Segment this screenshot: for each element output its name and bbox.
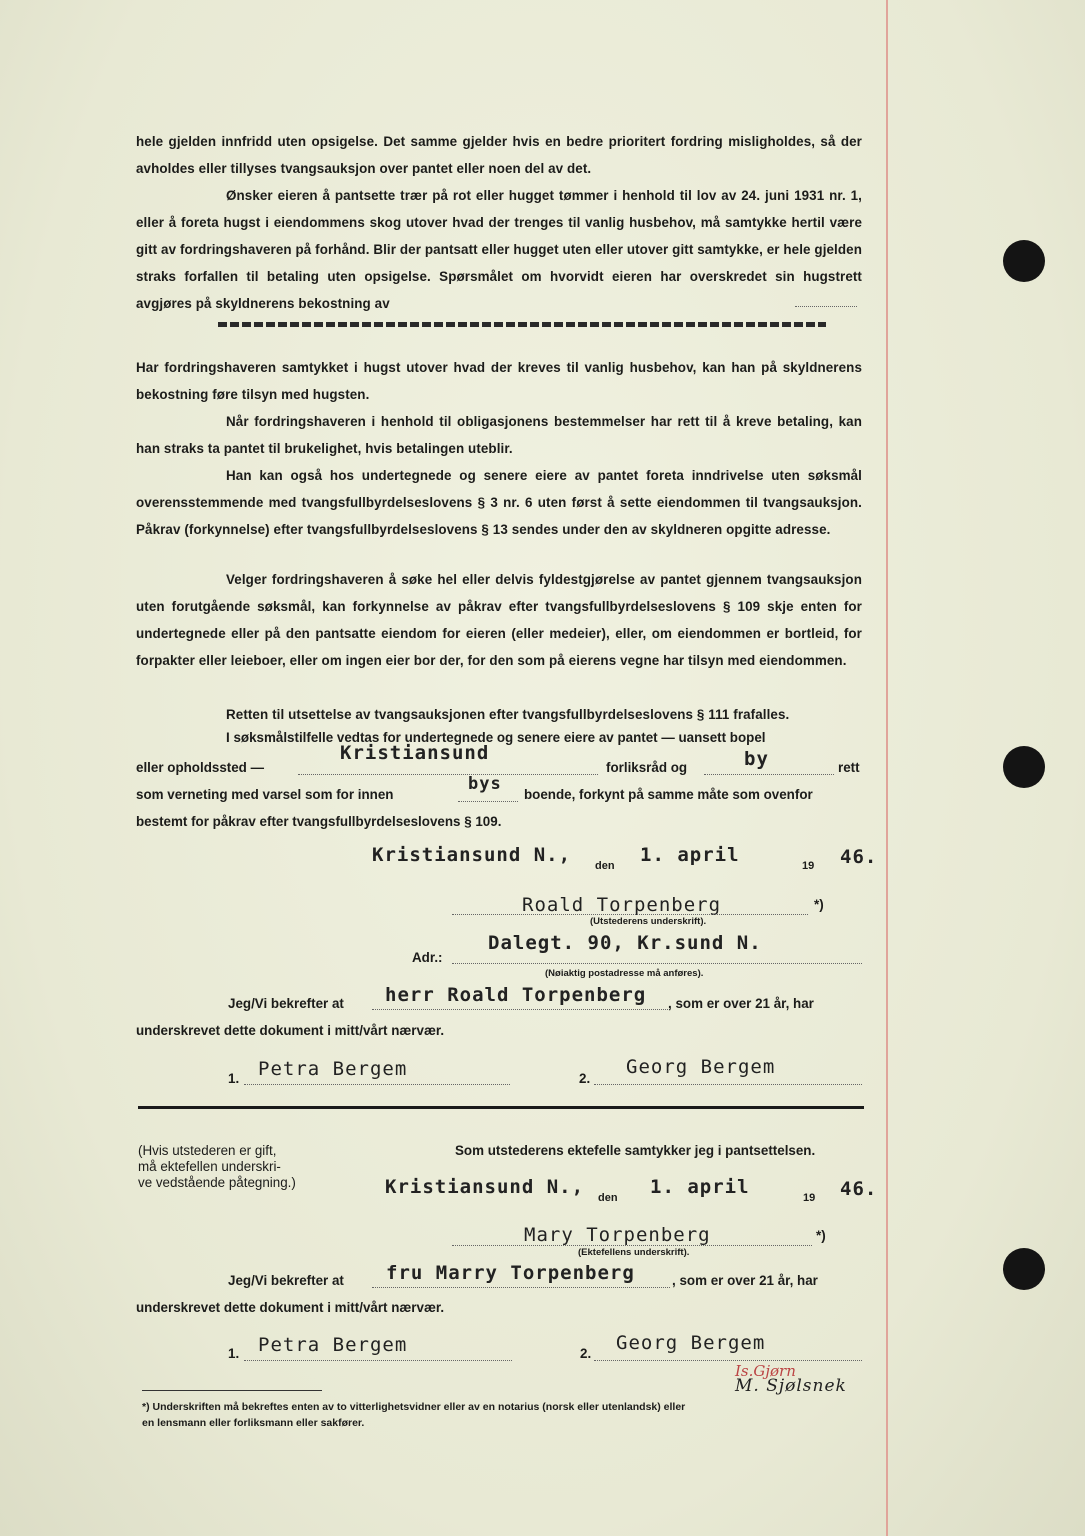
address-handwritten: Dalegt. 90, Kr.sund N. (488, 932, 762, 954)
spouse-year-handwritten: 46. (840, 1178, 878, 1200)
struck-line (218, 322, 826, 327)
footnote-rule (142, 1390, 322, 1391)
witness-2-signature: Georg Bergem (626, 1056, 776, 1078)
witness-1-number: 1. (228, 1346, 240, 1361)
witness-1-signature: Petra Bergem (258, 1058, 408, 1080)
confirm-text-c: underskrevet dette dokument i mitt/vårt nærvær. (136, 1300, 445, 1315)
spouse-note-2: må ektefellen underskri- (138, 1159, 281, 1174)
venue-line-2c: rett (838, 760, 860, 775)
spouse-note-3: ve vedstående påtegning.) (138, 1175, 296, 1190)
footnote-line-2: en lensmann eller forliksmann eller sakfører. (142, 1417, 365, 1429)
issuer-signature: Roald Torpenberg (522, 894, 722, 916)
witness-1-number: 1. (228, 1071, 240, 1086)
spouse-consent: Som utstederens ektefelle samtykker jeg i pantsettelsen. (455, 1143, 816, 1158)
signature-line (452, 914, 808, 915)
address-line (452, 963, 862, 964)
spouse-date-handwritten: 1. april (650, 1176, 750, 1198)
witness-line (244, 1360, 512, 1361)
paragraph-postponement: Retten til utsettelse av tvangsauksjonen efter tvangsfullbyrdelseslovens § 111 frafalles. (226, 707, 790, 722)
blank-line (298, 774, 598, 775)
footnote-mark: *) (816, 1228, 826, 1243)
witness-2-number: 2. (579, 1071, 591, 1086)
signature-line (452, 1245, 812, 1246)
spouse-signature: Mary Torpenberg (524, 1224, 711, 1246)
spouse-place-handwritten: Kristiansund N., (385, 1176, 585, 1198)
red-stamp: Is.Gjørn (735, 1362, 796, 1380)
venue-line-1: I søksmålstilfelle vedtas for undertegnede og senere eiere av pantet — uansett bopel (226, 730, 766, 745)
venue-line-3b: boende, forkynt på samme måte som ovenfor (524, 787, 813, 802)
address-label: Adr.: (412, 950, 443, 965)
section-divider (138, 1106, 864, 1109)
year-prefix: 19 (803, 1192, 816, 1204)
den-label: den (598, 1192, 618, 1204)
clerk-signature: M. Sjølsnek (735, 1376, 847, 1396)
handwritten-forliksrad: Kristiansund (340, 742, 490, 764)
year-handwritten: 46. (840, 846, 878, 868)
footnote-mark: *) (814, 897, 824, 912)
punch-hole (1003, 746, 1045, 788)
handwritten-innen: bys (468, 774, 502, 794)
confirm-text-c: underskrevet dette dokument i mitt/vårt nærvær. (136, 1023, 445, 1038)
handwritten-rett: by (744, 748, 769, 770)
witness-2-number: 2. (580, 1346, 592, 1361)
punch-hole (1003, 240, 1045, 282)
paragraph-auction: Velger fordringshaveren å søke hel eller delvis fyldestgjørelse av pantet gjennem tvangsauksjon uten forutgående søksmål, kan forkynnelse av påkrav efter tvangsfullbyrdelseslovens § 109 skje enten for undertegnede eller på den pantsatte eiendom for eieren (eller medeier), eller, om eiendommen er bortleid, for forpakter eller leieboer, eller om ingen eier bor der, for den som på eierens vegne har tilsyn med eiendommen. (136, 572, 862, 668)
witness-line (244, 1084, 510, 1085)
den-label: den (595, 860, 615, 872)
confirm-text-a: Jeg/Vi bekrefter at (228, 1273, 344, 1288)
blank-line (372, 1287, 670, 1288)
confirm-text-b: , som er over 21 år, har (668, 996, 814, 1011)
confirm-text-b: , som er over 21 år, har (672, 1273, 818, 1288)
blank-line (704, 774, 834, 775)
issuer-signature-caption: (Utstederens underskrift). (590, 916, 707, 927)
spouse-note-1: (Hvis utstederen er gift, (138, 1143, 277, 1158)
blank-line (372, 1009, 670, 1010)
venue-line-3a: som verneting med varsel som for innen (136, 787, 394, 802)
spouse-signature-caption: (Ektefellens underskrift). (578, 1247, 690, 1258)
paragraph-intro: hele gjelden innfridd uten opsigelse. Det samme gjelder hvis en bedre prioritert fordring misligholdes, så der avholdes eller tillyses tvangsauksjon over pantet eller noen del av det. (136, 134, 862, 176)
punch-hole (1003, 1248, 1045, 1290)
blank-line (795, 306, 857, 307)
venue-line-4: bestemt for påkrav efter tvangsfullbyrdelseslovens § 109. (136, 814, 502, 829)
venue-line-2b: forliksråd og (606, 760, 688, 775)
witness-line (594, 1360, 862, 1361)
paragraph-usufruct: Når fordringshaveren i henhold til obligasjonens bestemmelser har rett til å kreve betaling, kan han straks ta pantet til brukelighet, hvis betalingen uteblir. (136, 414, 862, 456)
confirm-text-a: Jeg/Vi bekrefter at (228, 996, 344, 1011)
witness-1-signature: Petra Bergem (258, 1334, 408, 1356)
paragraph-supervision: Har fordringshaveren samtykket i hugst utover hvad der kreves til vanlig husbehov, kan han på skyldnerens bekostning føre tilsyn med hugsten. (136, 360, 862, 402)
witness-2-signature: Georg Bergem (616, 1332, 766, 1354)
date-handwritten: 1. april (640, 844, 740, 866)
venue-line-2a: eller opholdssted — (136, 760, 264, 775)
paragraph-timber: Ønsker eieren å pantsette trær på rot eller hugget tømmer i henhold til lov av 24. juni 1931 nr. 1, eller å foreta hugst i eiendommens skog utover hvad der trenges til vanlig husbehov, må samtykke hertil være gitt av fordringshaveren på forhånd. Blir der pantsatt eller hugget uten eller utover gitt samtykke, er hele gjelden straks forfallen til betaling uten opsigelse. Spørsmålet om hvorvidt eieren har overskredet sin hugstrett avgjøres på skyldnerens bekostning av (136, 188, 862, 311)
footnote-line-1: *) Underskriften må bekreftes enten av to vitterlighetsvidner eller av en notarius (norsk eller utenlandsk) eller (142, 1401, 686, 1413)
paragraph-enforcement: Han kan også hos undertegnede og senere eiere av pantet foreta inndrivelse uten søksmål overensstemmende med tvangsfullbyrdelseslovens § 3 nr. 6 uten først å sette eiendommen til tvangsauksjon. Påkrav (forkynnelse) efter tvangsfullbyrdelseslovens § 13 sendes under den av skyldneren opgitte adresse. (136, 468, 862, 537)
blank-line (458, 801, 518, 802)
confirm-name-handwritten: herr Roald Torpenberg (385, 984, 647, 1006)
spouse-confirm-name-handwritten: fru Marry Torpenberg (386, 1262, 635, 1284)
place-handwritten: Kristiansund N., (372, 844, 572, 866)
witness-line (594, 1084, 862, 1085)
red-margin-line (886, 0, 888, 1536)
address-caption: (Nøiaktig postadresse må anføres). (545, 968, 704, 979)
year-prefix: 19 (802, 860, 815, 872)
